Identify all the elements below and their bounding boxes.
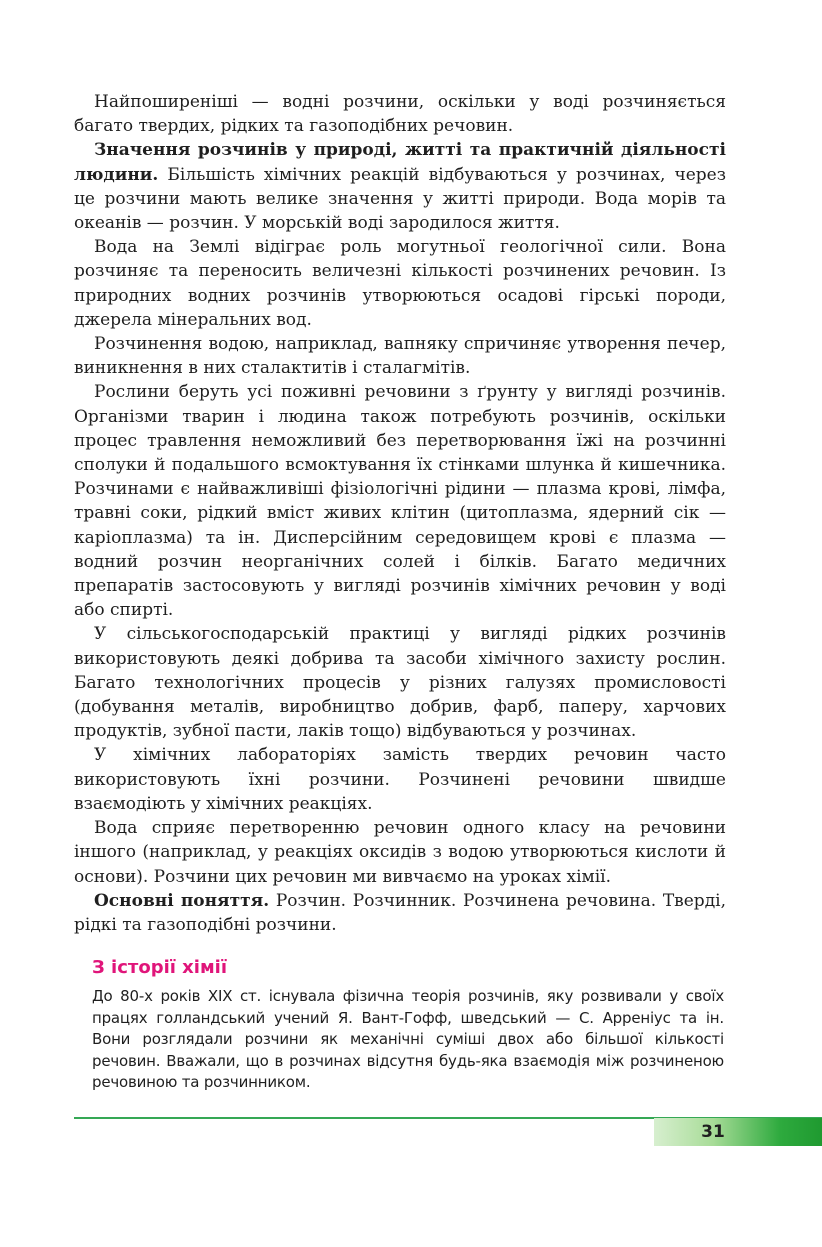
paragraph-aqueous-solutions: Найпоширеніші — водні розчини, оскільки у воді розчиняється багато твердих, рідких та газоподібних речовин. — [74, 92, 726, 137]
paragraph-geological-force: Вода на Землі відіграє роль могутньої геологічної сили. Вона розчиняє та переносить величезні кількості розчинених речовин. Із природних водних розчинів утворюються осадові гірські породи, джерела мінеральних вод. — [74, 237, 726, 330]
main-text-block — [74, 90, 726, 937]
history-text: До 80-х років XIX ст. існувала фізична теорія розчинів, яку розвивали у своїх працях голландський учений Я. Вант-Гофф, шведський — С. Арреніус та ін. Вони розглядали розчини як механічні суміші двох або більшої кількості речовин. Вважали, що в розчинах відсутня будь-яка взаємодія між розчиненою речовиною та розчинником. — [92, 987, 724, 1091]
paragraph-transformation: Вода сприяє перетворенню речовин одного класу на речовини іншого (наприклад, у реакціях оксидів з водою утворюються кислоти й основи). Розчини цих речовин ми вивчаємо на уроках хімії. — [74, 818, 726, 887]
page-number: 31 — [701, 1122, 725, 1142]
paragraph-agriculture: У сільськогосподарській практиці у вигляді рідких розчинів використовують деякі добрива та засоби хімічного захисту рослин. Багато технологічних процесів у різних галузях промисловості (добування металів, виробництво добрив, фарб, паперу, харчових продуктів, зубної пасти, лаків тощо) відбуваються у розчинах. — [74, 624, 726, 742]
paragraph-significance — [74, 138, 726, 235]
key-concepts-text: Розчин. Розчинник. Розчинена речовина. Тверді, рідкі та газоподібні розчини. — [74, 890, 726, 935]
paragraph-significance-heading: Значення розчинів у природі, житті та практичній діяльності людини. — [74, 140, 726, 185]
paragraph-significance-text: Більшість хімічних реакцій відбуваються у розчинах, через це розчини мають велике значення у житті природи. Вода морів та океанів — розчин. У морській воді зародилося життя. — [74, 164, 726, 234]
paragraph-key-concepts — [74, 889, 726, 937]
history-sidebar — [92, 957, 724, 1094]
history-title: З історії хімії — [92, 957, 228, 978]
paragraph-organisms: Рослини беруть усі поживні речовини з ґрунту у вигляді розчинів. Організми тварин і людина також потребують розчинів, оскільки процес травлення неможливий без перетворювання їжі на розчинні сполуки й подальшого всмоктування їх стінками шлунка й кишечника. Розчинами є найважливіші фізіологічні рідини — плазма крові, лімфа, травні соки, рідкий вміст живих клітин (цитоплазма, ядерний сік — каріоплазма) та ін. Дисперсійним середовищем крові є плазма — водний розчин неорганічних солей і білків. Багато медичних препаратів застосовують у вигляді розчинів хімічних речовин у воді або спирті. — [74, 382, 726, 621]
key-concepts-heading: Основні поняття. — [94, 890, 270, 911]
paragraph-laboratories: У хімічних лабораторіях замість твердих речовин часто використовують їхні розчини. Розчинені речовини швидше взаємодіють у хімічних реакціях. — [74, 745, 726, 814]
page-number-tab — [654, 1118, 822, 1146]
paragraph-caves: Розчинення водою, наприклад, вапняку спричиняє утворення печер, виникнення в них сталактитів і сталагмітів. — [74, 334, 726, 379]
